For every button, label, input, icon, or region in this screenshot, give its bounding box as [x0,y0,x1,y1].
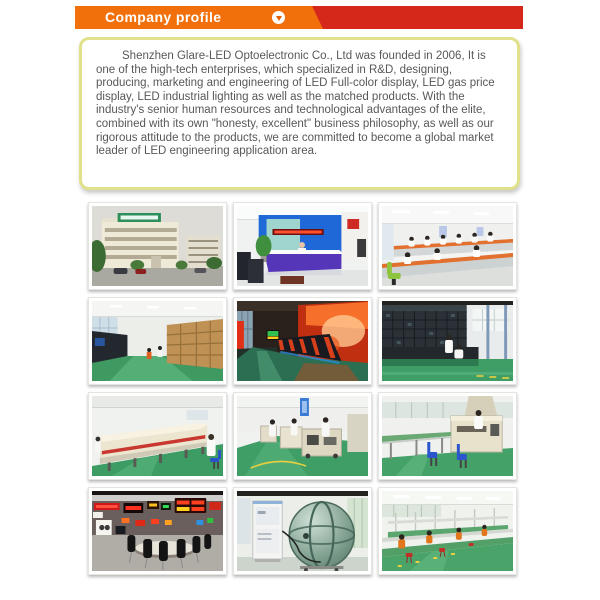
photo-wave-soldering-line [378,392,517,480]
assembly-line-image [382,491,513,571]
reception-lobby-image [237,206,368,286]
led-display-corridor-image [237,301,368,381]
photo-reflow-oven-line [88,392,227,480]
photo-led-aging-test-wall [378,297,517,385]
integrating-sphere-lab-image [237,491,368,571]
photo-smt-production-line [233,392,372,480]
photo-reception-lobby [233,202,372,290]
led-aging-test-wall-image [382,301,513,381]
wave-soldering-line-image [382,396,513,476]
section-title: Company profile [105,9,222,25]
led-sign-showroom-image [92,491,223,571]
chevron-down-icon[interactable] [272,11,285,24]
staff-office-image [382,206,513,286]
photo-led-display-corridor [233,297,372,385]
photo-integrating-sphere-lab [233,487,372,575]
photo-warehouse-aisle [88,297,227,385]
photo-led-sign-showroom [88,487,227,575]
company-profile-box [79,37,520,190]
chevron-triangle [276,16,282,21]
company-profile-text: Shenzhen Glare-LED Optoelectronic Co., Ltd was founded in 2006, It is one of the high-tech enterprises, which specialized in R&D, designing, producing, marketing and engineering of LED Full-color display, LED gas price display, LED industrial lighting as well as the matched products. With the industry's senior human resources and technological advantages of the elite, combined with its own "honesty, excellent" business philosophy, as well as our rigorous attitude to the products, we are committed to become a global market leader of LED engineering application area. [96,50,495,158]
photo-gallery [88,202,517,575]
building-exterior-image [92,206,223,286]
reflow-oven-line-image [92,396,223,476]
section-header [75,6,523,29]
warehouse-aisle-image [92,301,223,381]
photo-staff-office [378,202,517,290]
smt-production-line-image [237,396,368,476]
photo-assembly-line [378,487,517,575]
photo-building-exterior [88,202,227,290]
